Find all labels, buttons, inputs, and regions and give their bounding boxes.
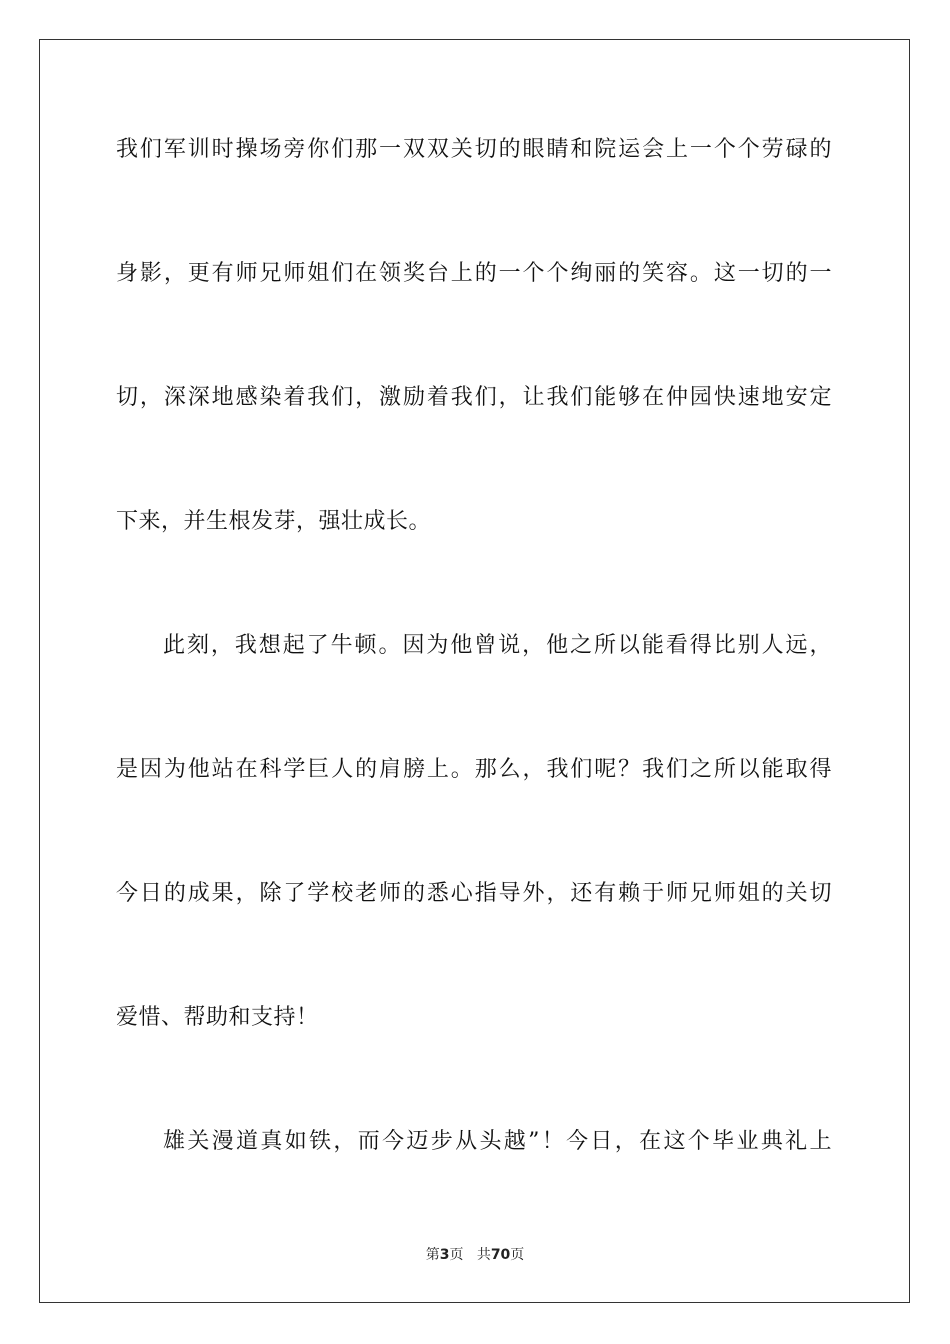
page-border <box>39 39 910 1303</box>
paragraph-line-8: 爱惜、帮助和支持！ <box>116 1005 319 1030</box>
paragraph-line-3: 切，深深地感染着我们，激励着我们，让我们能够在仲园快速地安定 <box>116 385 832 410</box>
page-prefix: 第 <box>425 1247 440 1263</box>
paragraph-line-5: 此刻，我想起了牛顿。因为他曾说，他之所以能看得比别人远， <box>163 633 832 658</box>
paragraph-line-9: 雄关漫道真如铁，而今迈步从头越”！今日，在这个毕业典礼上 <box>163 1129 832 1154</box>
total-pages: 70 <box>490 1247 511 1263</box>
paragraph-line-4: 下来，并生根发芽，强壮成长。 <box>116 509 432 534</box>
total-prefix: 共 <box>476 1247 491 1263</box>
paragraph-line-1: 我们军训时操场旁你们那一双双关切的眼睛和院运会上一个个劳碌的 <box>116 137 832 162</box>
paragraph-line-2: 身影，更有师兄师姐们在领奖台上的一个个绚丽的笑容。这一切的一 <box>116 261 832 286</box>
page-suffix: 页 <box>449 1247 464 1263</box>
total-suffix: 页 <box>510 1247 525 1263</box>
page-number: 3 <box>439 1247 450 1263</box>
paragraph-line-6: 是因为他站在科学巨人的肩膀上。那么，我们呢？我们之所以能取得 <box>116 757 832 782</box>
paragraph-line-7: 今日的成果，除了学校老师的悉心指导外，还有赖于师兄师姐的关切 <box>116 881 832 906</box>
page-footer <box>0 1246 950 1264</box>
